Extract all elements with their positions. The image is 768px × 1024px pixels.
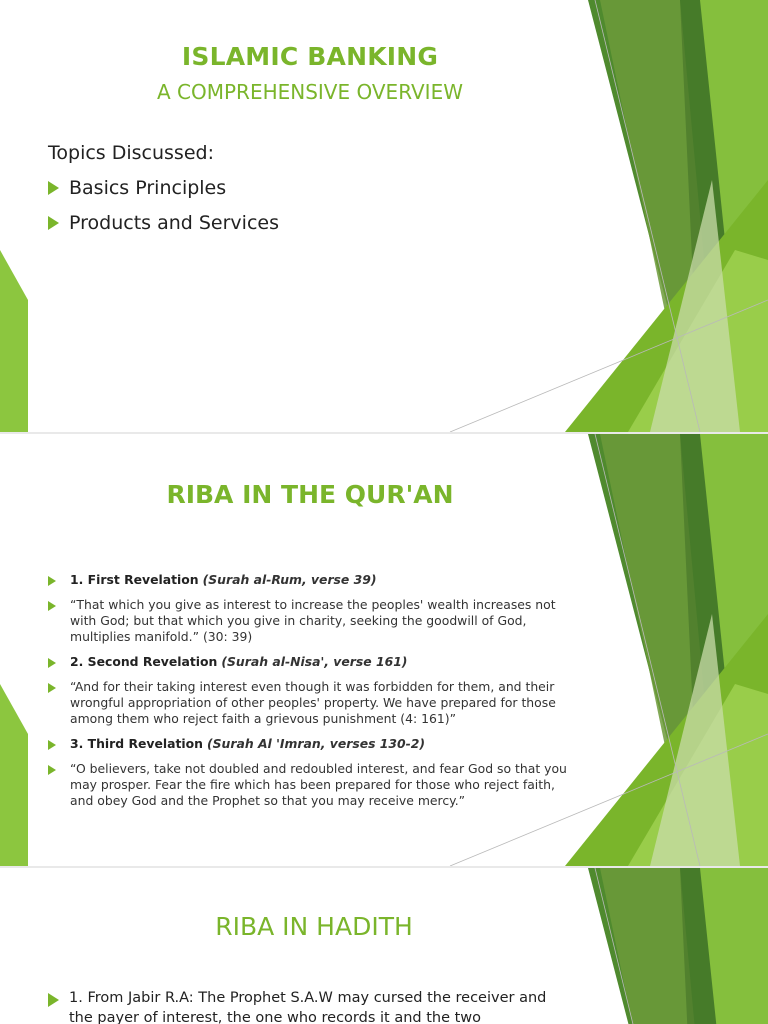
revelation-heading: 1. First Revelation (70, 572, 199, 587)
page-subtitle: A COMPREHENSIVE OVERVIEW (156, 80, 463, 104)
topic-label: Basics Principles (69, 177, 227, 199)
list-item (48, 211, 279, 246)
bullet-arrow-icon (48, 576, 56, 586)
page-title: ISLAMIC BANKING (181, 42, 439, 71)
revelation-heading: 2. Second Revelation (70, 654, 218, 669)
list-item (48, 761, 578, 809)
slide-title: RIBA IN HADITH (215, 912, 413, 941)
topic-label: Products and Services (69, 212, 279, 234)
verse-text: “And for their taking interest even though it was forbidden for them, and their wrongful appropriation of other peoples' property. We have prepared for those among them who reject faith a grievous punishment (4: 161)” (70, 679, 556, 726)
revelation-reference: (Surah al-Nisa', verse 161) (221, 654, 408, 669)
slide-title: RIBA IN THE QUR'AN (166, 480, 454, 509)
bullet-arrow-icon (48, 181, 59, 195)
list-item (48, 736, 578, 752)
revelation-list (48, 572, 578, 818)
list-item (48, 572, 578, 588)
bullet-arrow-icon (48, 993, 59, 1007)
topic-list (48, 176, 279, 246)
slide-2 (0, 434, 768, 866)
slide-3 (0, 868, 768, 1024)
list-item (48, 654, 578, 670)
bullet-arrow-icon (48, 765, 56, 775)
bullet-arrow-icon (48, 601, 56, 611)
list-item (48, 679, 578, 727)
list-item (48, 988, 548, 1024)
revelation-heading: 3. Third Revelation (70, 736, 203, 751)
hadith-text: 1. From Jabir R.A: The Prophet S.A.W may cursed the receiver and the payer of interest, the one who records it and the two (69, 990, 547, 1024)
list-item (48, 597, 578, 645)
bullet-arrow-icon (48, 216, 59, 230)
bullet-arrow-icon (48, 658, 56, 668)
verse-text: “O believers, take not doubled and redoubled interest, and fear God so that you may prosper. Fear the fire which has been prepared for those who reject faith, and obey God and the Prophet so that you may receive mercy.” (70, 761, 567, 808)
topics-heading: Topics Discussed: (48, 142, 214, 164)
slide-1 (0, 0, 768, 432)
bullet-arrow-icon (48, 683, 56, 693)
revelation-reference: (Surah Al 'Imran, verses 130-2) (206, 736, 426, 751)
bullet-arrow-icon (48, 740, 56, 750)
list-item (48, 176, 279, 211)
verse-text: “That which you give as interest to increase the peoples' wealth increases not with God; but that which you give in charity, seeking the goodwill of God, multiplies manifold.” (30: 39) (70, 597, 556, 644)
revelation-reference: (Surah al-Rum, verse 39) (202, 572, 377, 587)
